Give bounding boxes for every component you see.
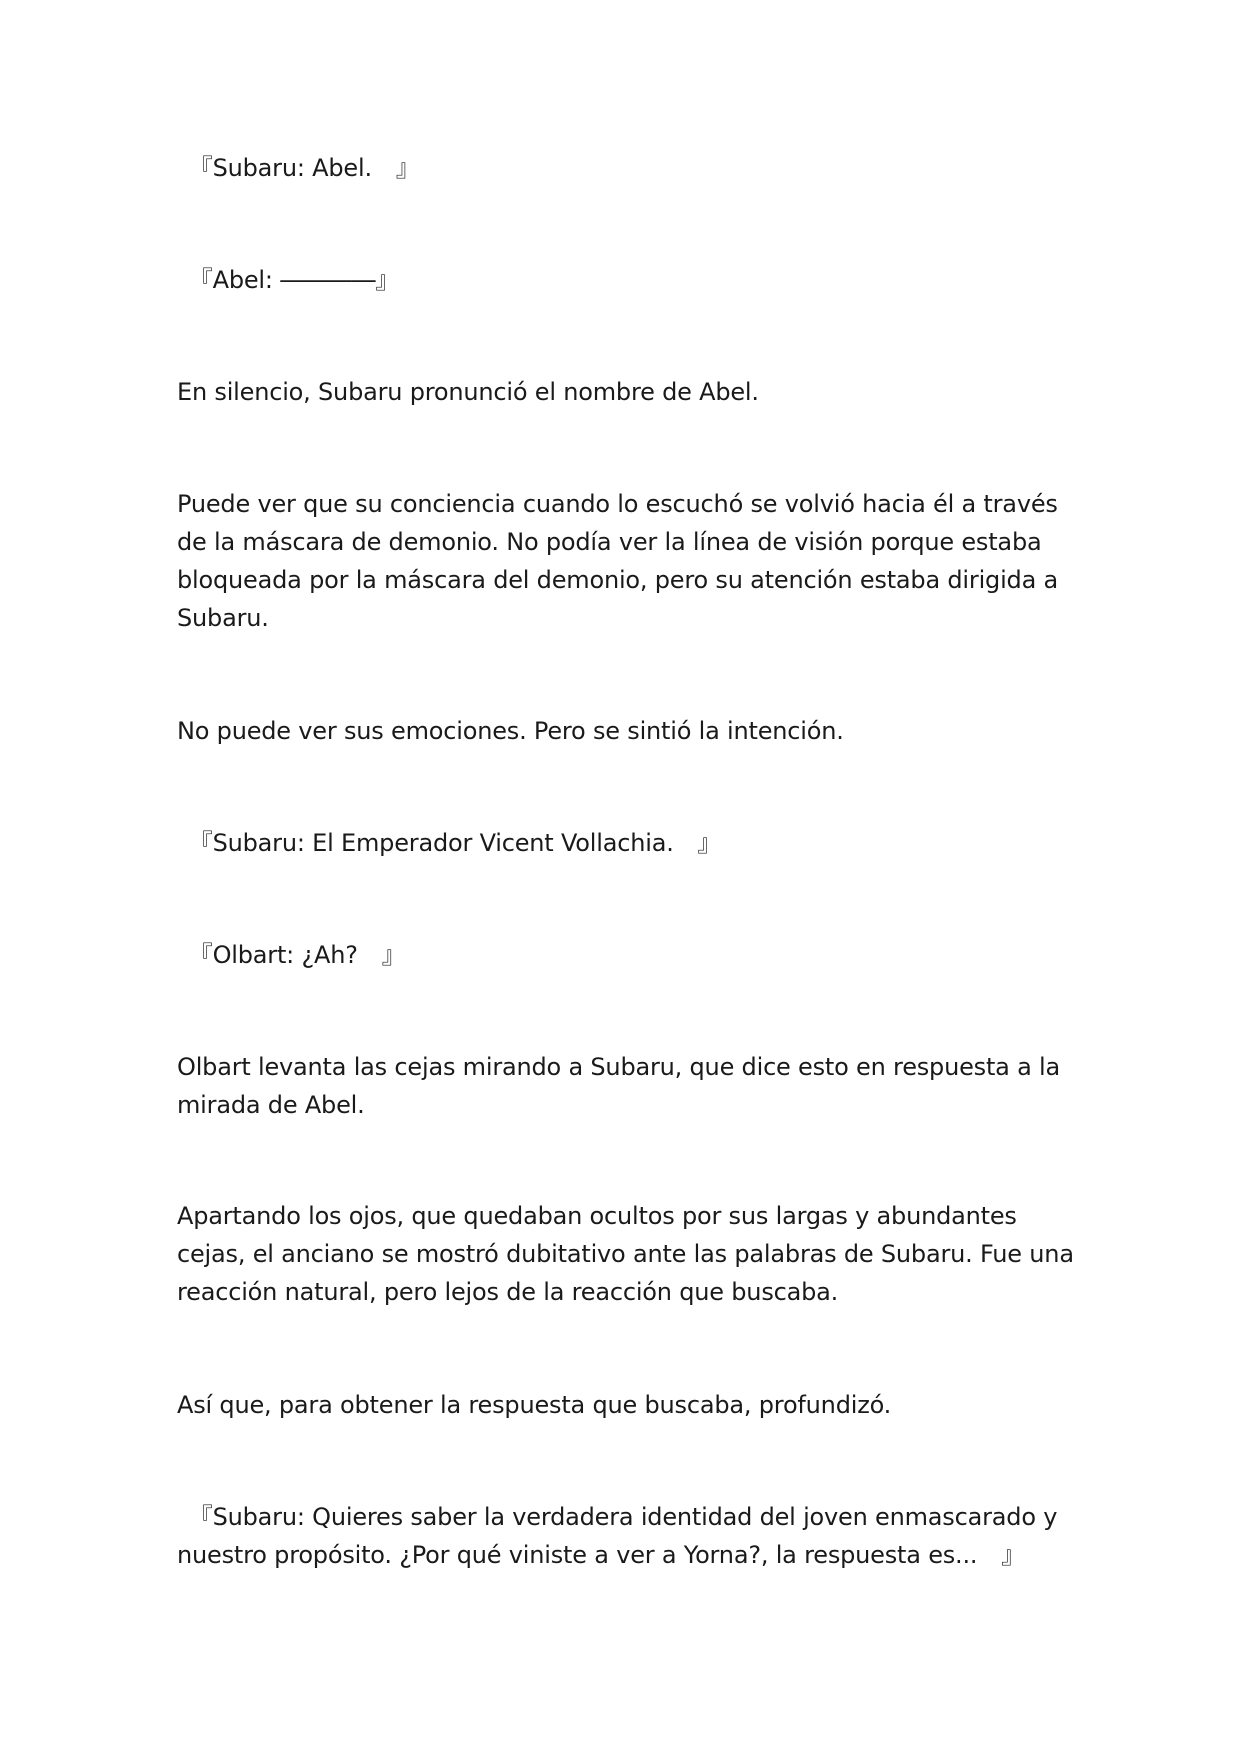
dialogue-olbart: 『Olbart: ¿Ah? 』 bbox=[177, 941, 406, 969]
dialogue-abel-silence: 『Abel: ――――』 bbox=[177, 266, 400, 294]
narration-paragraph: Apartando los ojos, que quedaban ocultos por sus largas y abundantes cejas, el anciano se mostró dubitativo ante las palabras de Subaru. Fue una reacción natural, pero lejos de la reacción que buscaba. bbox=[177, 1202, 1074, 1306]
narration-paragraph: No puede ver sus emociones. Pero se sintió la intención. bbox=[177, 717, 844, 745]
dialogue-subaru-question: 『Subaru: Quieres saber la verdadera identidad del joven enmascarado y nuestro propósito. ¿Por qué viniste a ver a Yorna?, la respuesta es... 』 bbox=[177, 1503, 1058, 1569]
dialogue-subaru-emperor: 『Subaru: El Emperador Vicent Vollachia. 』 bbox=[177, 829, 722, 857]
narration-paragraph: En silencio, Subaru pronunció el nombre de Abel. bbox=[177, 378, 759, 406]
narration-paragraph: Puede ver que su conciencia cuando lo escuchó se volvió hacia él a través de la máscara de demonio. No podía ver la línea de visión porque estaba bloqueada por la máscara del demonio, pero su atención estaba dirigida a Subaru. bbox=[177, 490, 1059, 632]
narration-paragraph: Así que, para obtener la respuesta que buscaba, profundizó. bbox=[177, 1391, 892, 1419]
narration-paragraph: Olbart levanta las cejas mirando a Subaru, que dice esto en respuesta a la mirada de Abel. bbox=[177, 1053, 1061, 1119]
dialogue-subaru-abel: 『Subaru: Abel. 』 bbox=[177, 154, 420, 182]
